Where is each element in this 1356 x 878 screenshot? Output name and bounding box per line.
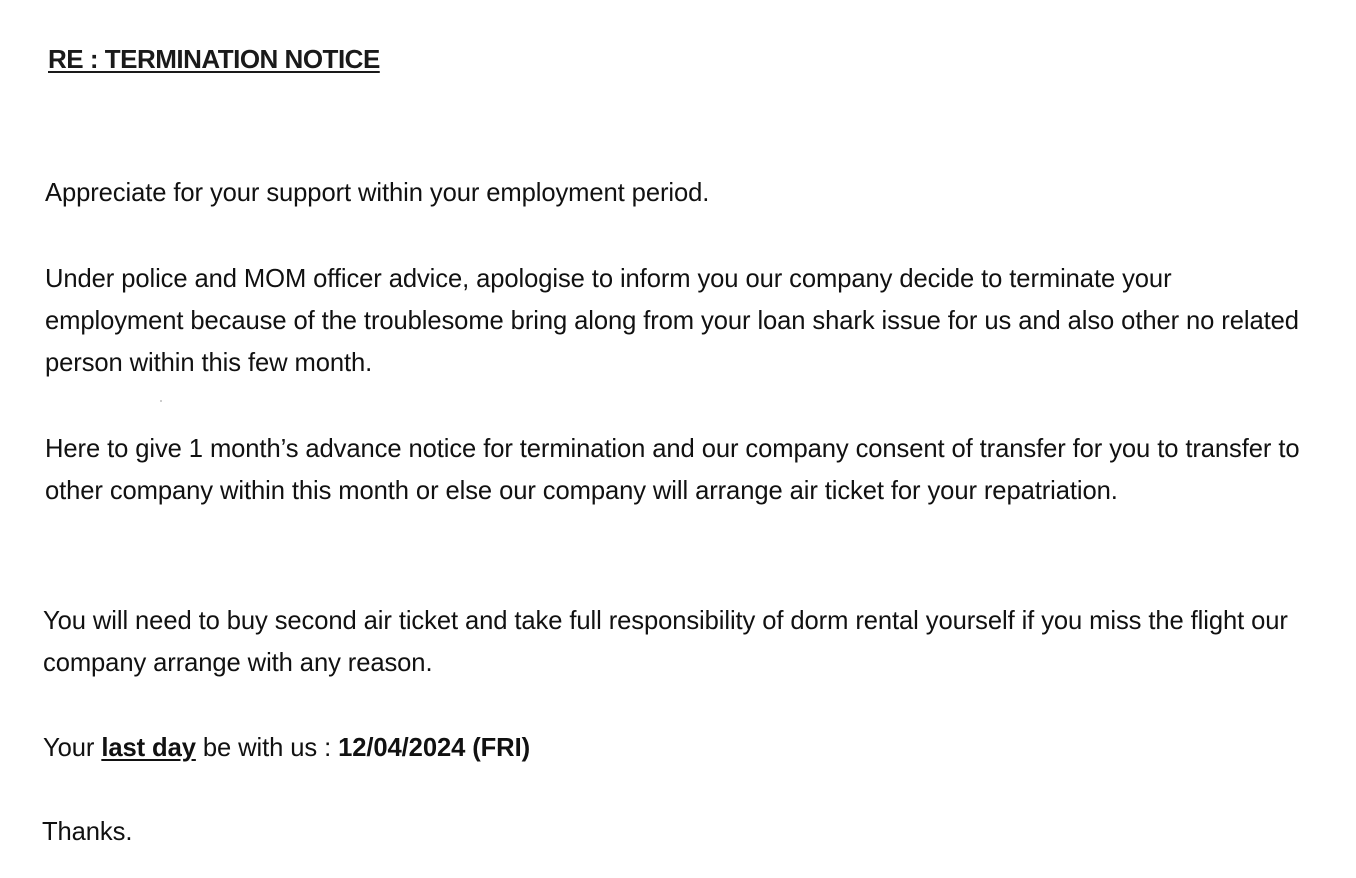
last-day-line	[43, 727, 1298, 769]
last-day-middle: be with us :	[195, 734, 339, 762]
paragraph-termination-reason: Under police and MOM officer advice, apologise to inform you our company decide to terminate your employment because of the troublesome bring along from your loan shark issue for us and also other no related person within this few month.	[45, 265, 1299, 377]
paragraph-responsibility: You will need to buy second air ticket and take full responsibility of dorm rental yourself if you miss the flight our company arrange with any reason.	[43, 607, 1288, 677]
closing-text: Thanks.	[42, 818, 133, 846]
paragraph-appreciation: Appreciate for your support within your employment period.	[45, 179, 710, 207]
last-day-emphasis: last day	[101, 734, 196, 762]
last-day-date: 12/04/2024 (FRI)	[338, 734, 531, 762]
scan-speck	[160, 400, 162, 402]
last-day-prefix: Your	[43, 734, 102, 762]
paragraph-notice-period: Here to give 1 month’s advance notice for termination and our company consent of transfer for you to transfer to other company within this month or else our company will arrange air ticket for your repatriation.	[45, 435, 1300, 505]
letter-subject: RE : TERMINATION NOTICE	[48, 44, 380, 74]
